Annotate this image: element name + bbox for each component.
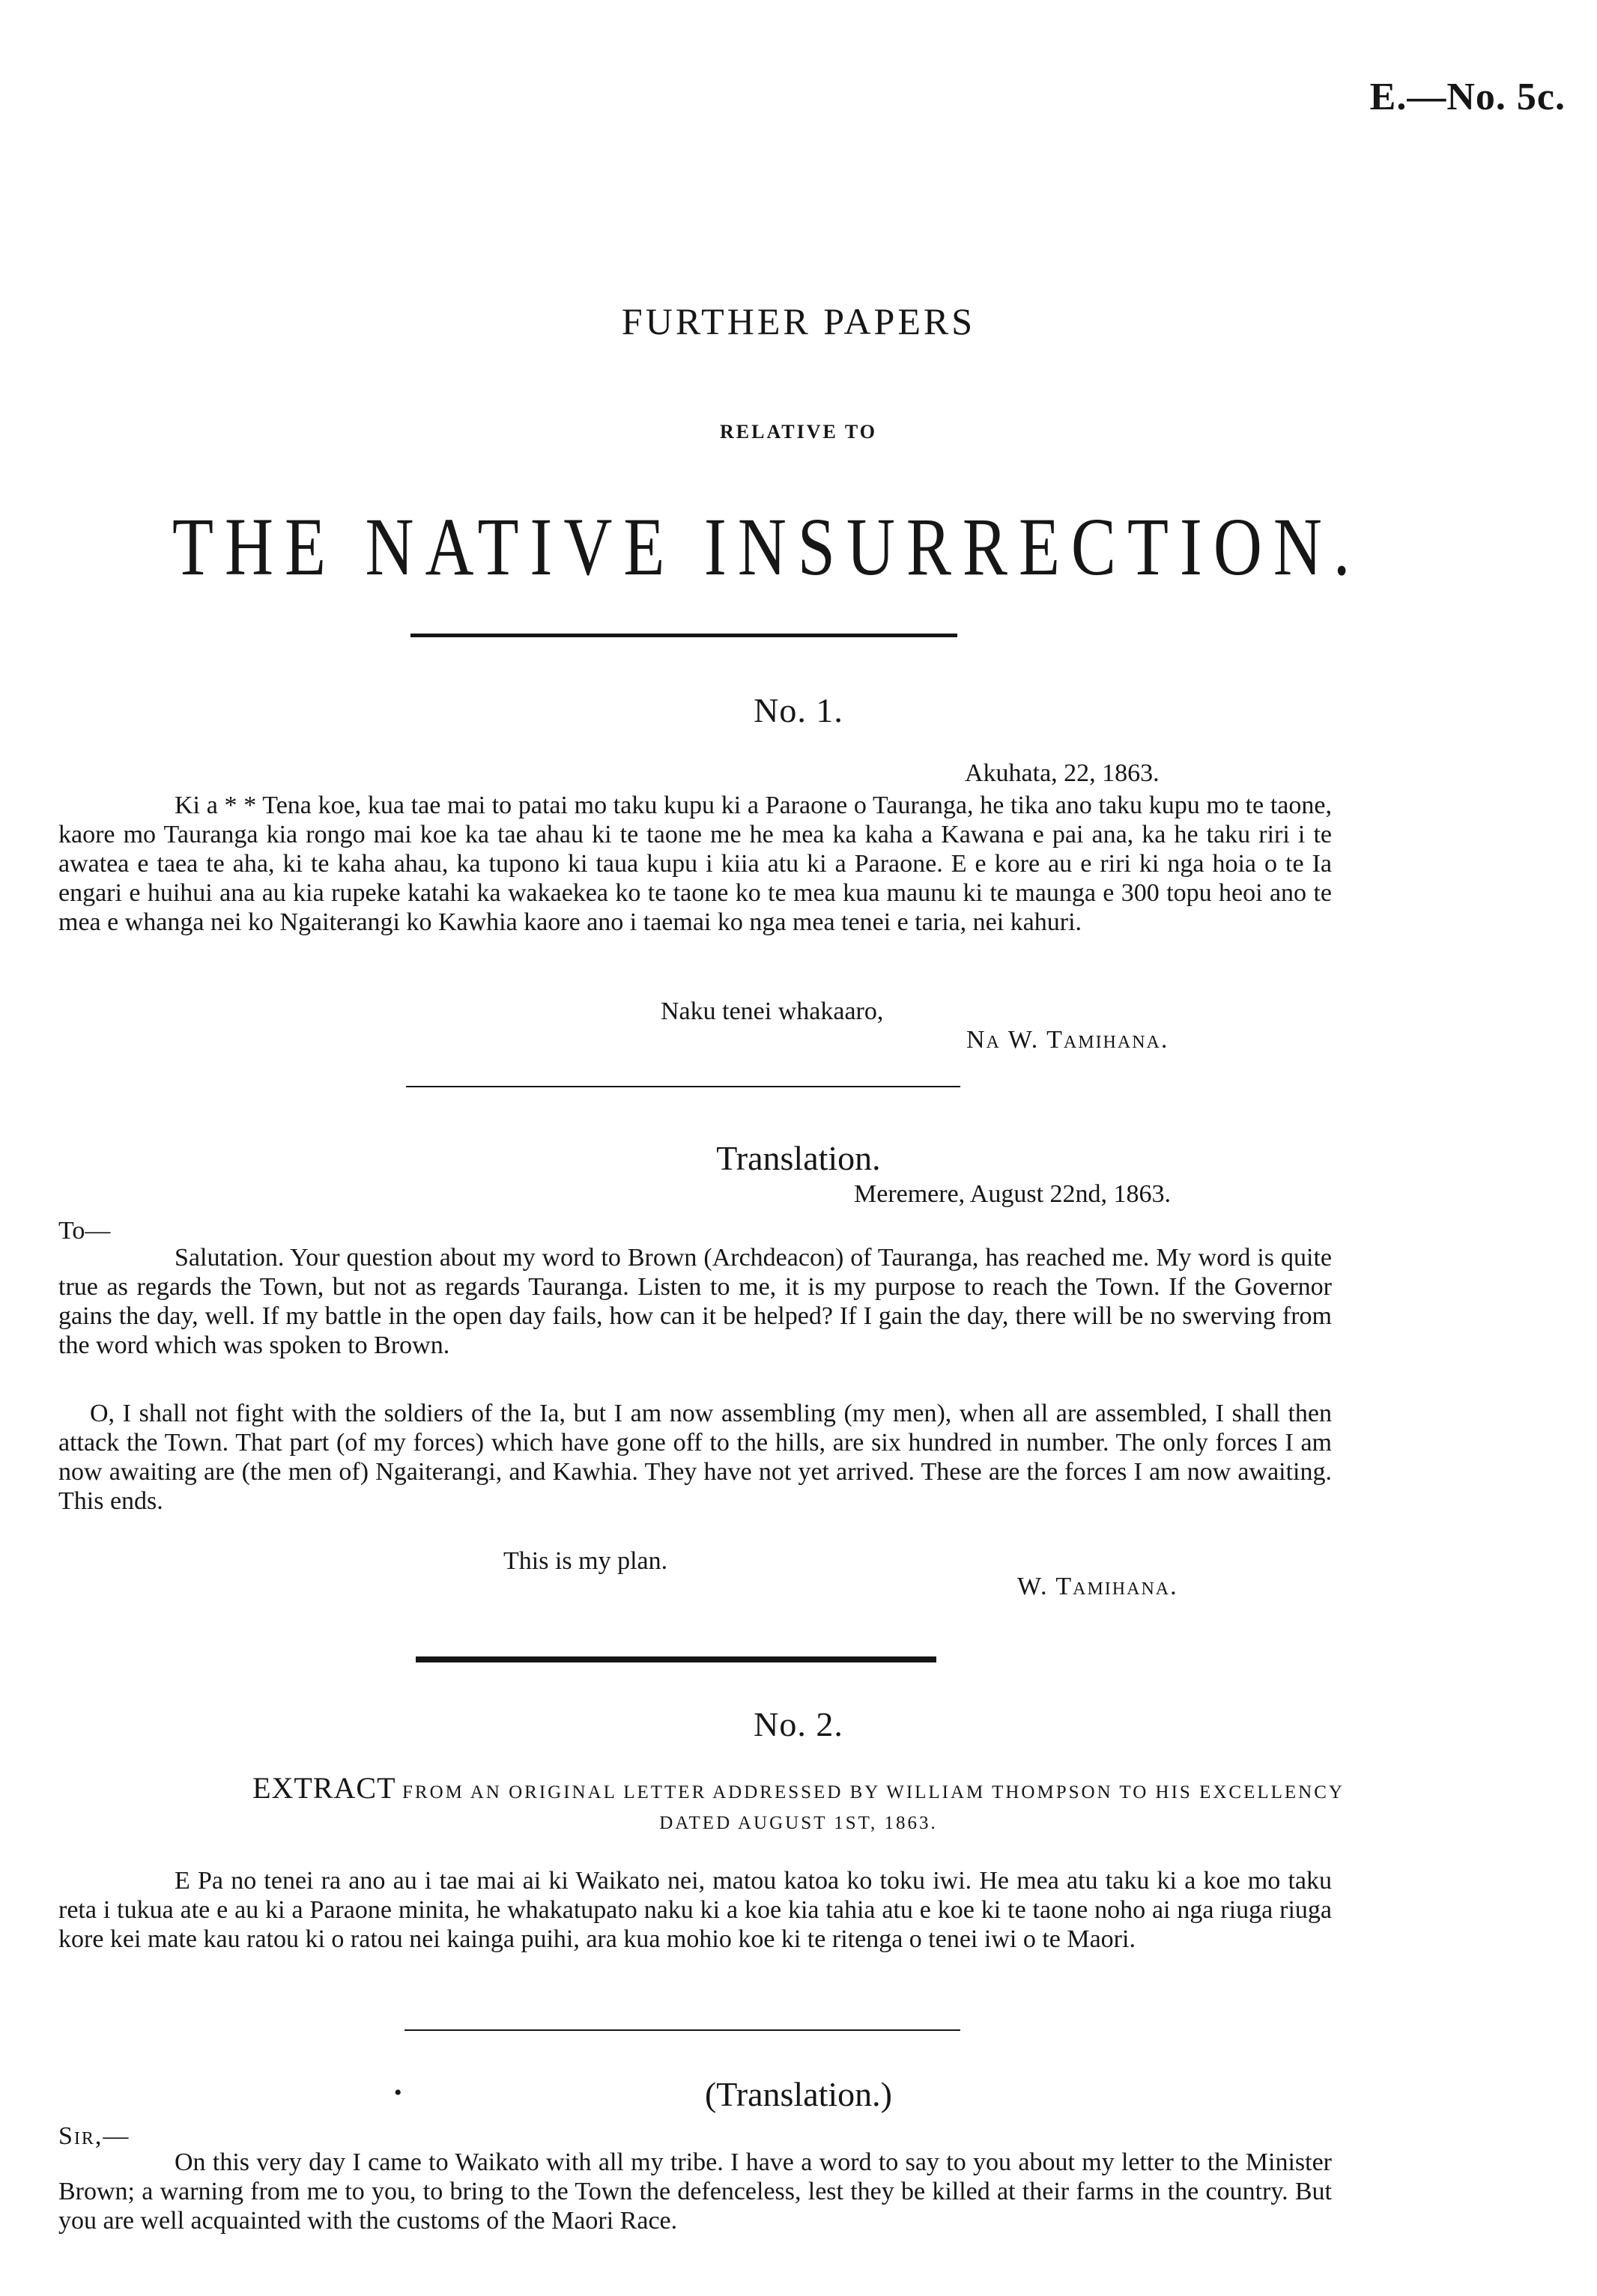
- bullet-mark: •: [394, 2080, 402, 2105]
- letter-1-date: Akuhata, 22, 1863.: [965, 759, 1160, 787]
- translation-1-paragraph-2: O, I shall not fight with the soldiers of the Ia, but I am now assembling (my men), when all are assembled, I shall then attack the Town. That part (of my forces) which have gone off to the hills, are six hundred in number. The only forces I am now awaiting are (the men of) Ngaiterangi, and Kawhia. They have not yet arrived. These are the forces I am now awaiting. This ends.: [58, 1400, 1332, 1515]
- title-further-papers: FURTHER PAPERS: [621, 300, 976, 342]
- translation-1-paragraph-1: Salutation. Your question about my word to Brown (Archdeacon) of Tauranga, has reached me. My word is quite true as regards the Town, but not as regards Tauranga. Listen to me, it is my purpose to reach the Town. If the Governor gains the day, well. If my battle in the open day fails, how can it be helped? If I gain the day, there will be no swerving from the word which was spoken to Brown.: [58, 1244, 1332, 1359]
- letter-1-number: No. 1.: [754, 691, 843, 729]
- letter-1-signature: Na W. Tamihana.: [966, 1026, 1169, 1054]
- title-rule: [410, 634, 957, 637]
- translation-1-closing: This is my plan.: [503, 1547, 668, 1575]
- letter-1-closing: Naku tenei whakaaro,: [661, 997, 884, 1025]
- section-rule-1: [406, 1086, 960, 1087]
- translation-1-signature: W. Tamihana.: [1017, 1573, 1178, 1600]
- letter-2-extract-heading: [0, 1773, 1597, 1808]
- translation-2-salutation: Sir,—: [58, 2122, 130, 2150]
- extract-description: FROM AN ORIGINAL LETTER ADDRESSED BY WILLIAM THOMPSON TO HIS EXCELLENCY: [402, 1782, 1345, 1803]
- extract-word: EXTRACT: [252, 1771, 396, 1805]
- translation-1-heading: Translation.: [716, 1139, 881, 1177]
- letter-2-number: No. 2.: [754, 1705, 843, 1743]
- section-rule-2: [416, 1656, 936, 1662]
- document-reference: E.—No. 5c.: [1369, 76, 1566, 118]
- section-rule-3: [404, 2029, 960, 2031]
- title-native-insurrection: THE NATIVE INSURRECTION.: [172, 502, 1362, 593]
- title-relative-to: RELATIVE TO: [719, 421, 877, 443]
- translation-2-heading: (Translation.): [704, 2075, 892, 2113]
- letter-2-extract-date: DATED AUGUST 1ST, 1863.: [659, 1813, 938, 1833]
- translation-2-body: On this very day I came to Waikato with all my tribe. I have a word to say to you about my letter to the Minister Brown; a warning from me to you, to bring to the Town the defenceless, lest they be killed at their farms in the country. But you are well acquainted with the customs of the Maori Race.: [58, 2148, 1332, 2235]
- translation-1-date: Meremere, August 22nd, 1863.: [854, 1180, 1172, 1208]
- translation-1-addressee: To—: [58, 1217, 111, 1245]
- letter-1-body: Ki a * * Tena koe, kua tae mai to patai mo taku kupu ki a Paraone o Tauranga, he tika ano taku kupu mo te taone, kaore mo Tauranga kia rongo mai koe ka tae ahau ki te taone me he mea ka kaha a Kawana e pai ana, ka he taku riri i te awatea e taea te aha, ki te kaha ahau, ka tupono ki taua kupu i kiia atu ki a Paraone. E e kore au e riri ki nga hoia o te Ia engari e huihui ana au kia rupeke katahi ka wakaekea ko te taone ko te mea kua maunu ki te maunga e 300 topu heoi ano te mea e whanga nei ko Ngaiterangi ko Kawhia kaore ano i taemai ko nga mea tenei e taria, nei kahuri.: [58, 792, 1332, 936]
- letter-2-body: E Pa no tenei ra ano au i tae mai ai ki Waikato nei, matou katoa ko toku iwi. He mea atu taku ki a koe mo taku reta i tukua ate e au ki a Paraone minita, he whakatupato naku ki a koe kia tahia atu e koe ki te taone noho ai nga riuga riuga kore kei mate kau ratou ki o ratou nei kainga puihi, ara kua mohio koe ki te ritenga o tenei iwi o te Maori.: [58, 1867, 1332, 1953]
